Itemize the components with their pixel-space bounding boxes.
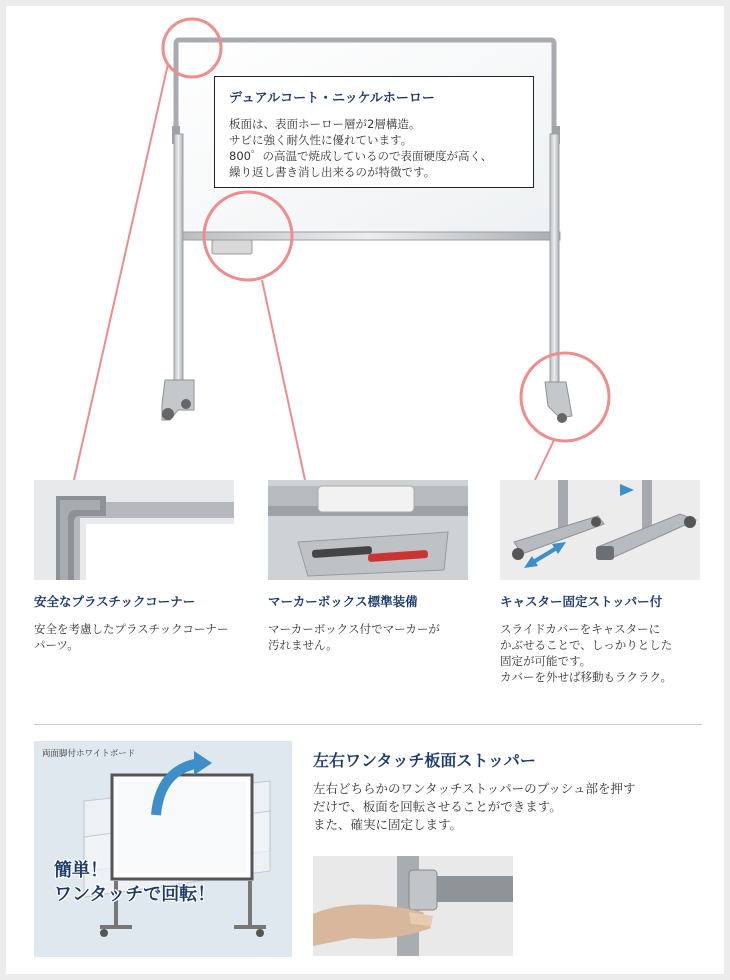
rotation-illustration [34,741,292,957]
info-title: デュアルコート・ニッケルホーロー [229,91,435,106]
leader-line-caster [535,440,554,480]
illustration-headline: 簡単！ ワンタッチで回転！ [54,860,216,905]
feature-desc-caster: スライドカバーをキャスターに かぶせることで、しっかりとした 固定が可能です。 カバーを外せば移動もラクラク。 [500,622,673,684]
stopper-title: 左右ワンタッチ板面ストッパー [313,751,536,770]
caster-photo [500,480,700,580]
illustration-caption: 両面脚付ホワイトボード [42,749,136,759]
info-callout [214,76,534,188]
marker-box [212,240,252,254]
marker-box-photo [268,480,468,580]
marker-tray [176,232,560,240]
feature-desc-marker-box: マーカーボックス付でマーカーが 汚れません。 [268,622,440,652]
stopper-desc: 左右どちらかのワンタッチストッパーのプッシュ部を押す だけで、板面を回転させることができます。 また、確実に固定します。 [313,781,636,832]
left-leg [174,134,183,396]
section-divider [34,724,702,725]
feature-title-corner: 安全なプラスチックコーナー [34,594,196,609]
feature-title-caster: キャスター固定ストッパー付 [500,594,663,609]
leader-line-corner [74,64,168,480]
feature-title-marker-box: マーカーボックス標準装備 [268,594,418,609]
stopper-photo [313,856,513,956]
leader-line-marker [262,280,305,480]
info-text: 板面は、表面ホーロー層が2層構造。 サビに強く耐久性に優れています。 800゜の高温で焼成しているので表面硬度が高く、 繰り返し書き消し出来るのが特徴です。 [229,117,493,179]
corner-photo [34,480,234,580]
feature-desc-corner: 安全を考慮したプラスチックコーナー パーツ。 [34,622,229,652]
